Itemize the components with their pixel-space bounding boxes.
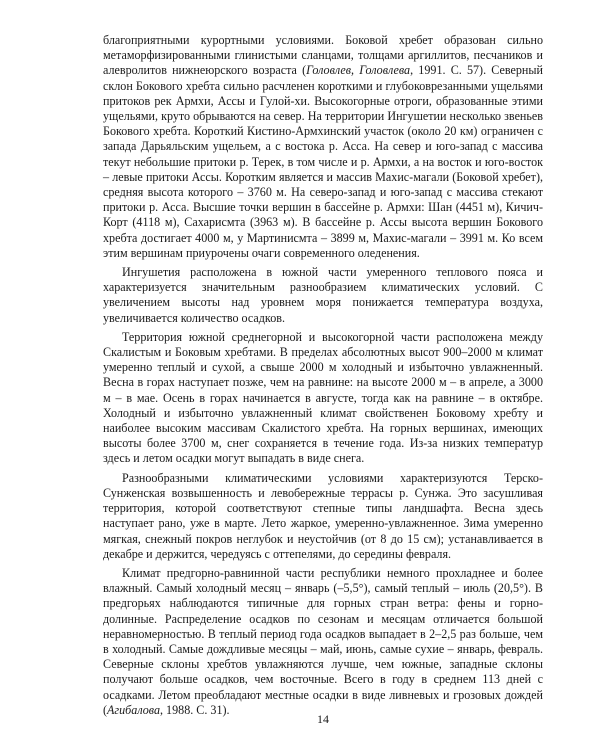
paragraph [103,265,543,326]
paragraph-text: Климат предгорно-равнинной части республики немного прохладнее и более влажный. Самый холодный месяц – январь (–5,5°), самый теплый – июль (20,5°). В предгорьях наблюдаются типичные для горных стран ветра: фены и горно-долинные. Распределение осадков по сезонам и месяцам отличается большой неравномерностью. В теплый период года осадков выпадает в 2–2,5 раз больше, чем в холодный. Самые дождливые месяцы – май, июнь, самые сухие – январь, февраль. Северные склоны хребтов увлажняются лучше, чем южные, западные склоны получают больше осадков, чем восточные. Всего в году в среднем 113 дней с осадками. Летом преобладают местные осадки в виде ливневых и грозовых дождей ( [103,565,543,717]
paragraph-text: , 1991. С. 57). Северный склон Бокового хребта сильно расчленен короткими и глубоковрезанными ущельями притоков рек Армхи, Ассы и Гулой-хи. Высокогорные отроги, образованные этими ущельями, круто обрываются на север. На территории Ингушетии несколько звеньев Бокового хребта. Короткий Кистино-Армхинский участок (около 20 км) ограничен с запада Дарьяльским ущельем, а с востока р. Асса. На север и юго-запад с массива текут небольшие притоки р. Терек, в том числе и р. Армхи, а на восток и юго-восток – левые притоки Ассы. Коротким является и массив Махис-магали (Боковой хребет), средняя высота которого – 3760 м. На северо-запад и юго-запад с массива стекают притоки р. Асса. Высшие точки вершин в бассейне р. Армхи: Шан (4451 м), Кичич-Корт (4118 м), Сахарисмта (3963 м). В бассейне р. Ассы высота вершин Бокового хребта достигает 4000 м, у Мартинисмта – 3899 м, Махис-магали – 3991 м. Ко всем этим вершинам приурочены очаги современного оледенения. [103,63,543,260]
citation-author: Головлев, Головлева [306,63,411,78]
paragraph [103,566,543,718]
paragraph-text: благоприятными курортными условиями. Боковой хребет образован сильно метаморфизированными глинистыми сланцами, толщами аргиллитов, песчаников и алевролитов нижнеюрского возраста ( [103,33,543,78]
citation-author: Агибалова [107,702,160,717]
page-body [103,33,543,733]
paragraph-text: , 1988. С. 31). [160,702,230,717]
paragraph [103,330,543,467]
page-number: 14 [317,712,329,726]
paragraph-text: Ингушетия расположена в южной части умеренного теплового пояса и характеризуется значительным разнообразием климатических условий. С увеличением высоты над уровнем моря понижается температура воздуха, увеличивается количество осадков. [103,265,543,325]
text-flow [103,33,543,718]
paragraph-text: Разнообразными климатическими условиями характеризуются Терско-Сунженская возвышенность и левобережные террасы р. Сунжа. Это засушливая территория, которой соответствуют степные типы ландшафта. Весна здесь наступает рано, уже в марте. Лето жаркое, умеренно-увлажненное. Зима умеренно мягкая, снежный покров неглубок и неустойчив (от 8 до 15 см); устанавливается в декабре и держится, чередуясь с оттепелями, до середины февраля. [103,470,543,561]
paragraph [103,471,543,562]
paragraph [103,33,543,261]
paragraph-text: Территория южной среднегорной и высокогорной части расположена между Скалистым и Боковым хребтами. В пределах абсолютных высот 900–2000 м климат умеренно теплый и сухой, а свыше 2000 м холодный и избыточно увлажненный. Весна в горах наступает позже, чем на равнине: на высоте 2000 м – в апреле, а 3000 м – в мае. Осень в горах начинается в августе, тогда как на равнине – в октябре. Холодный и избыточно увлажненный климат свойственен Боковому хребту и наиболее высоким массивам Скалистого хребта. На горных вершинах, имеющих высоты более 3700 м, снег сохраняется в течение года. Из-за низких температур здесь и летом осадки могут выпадать в виде снега. [103,329,543,466]
